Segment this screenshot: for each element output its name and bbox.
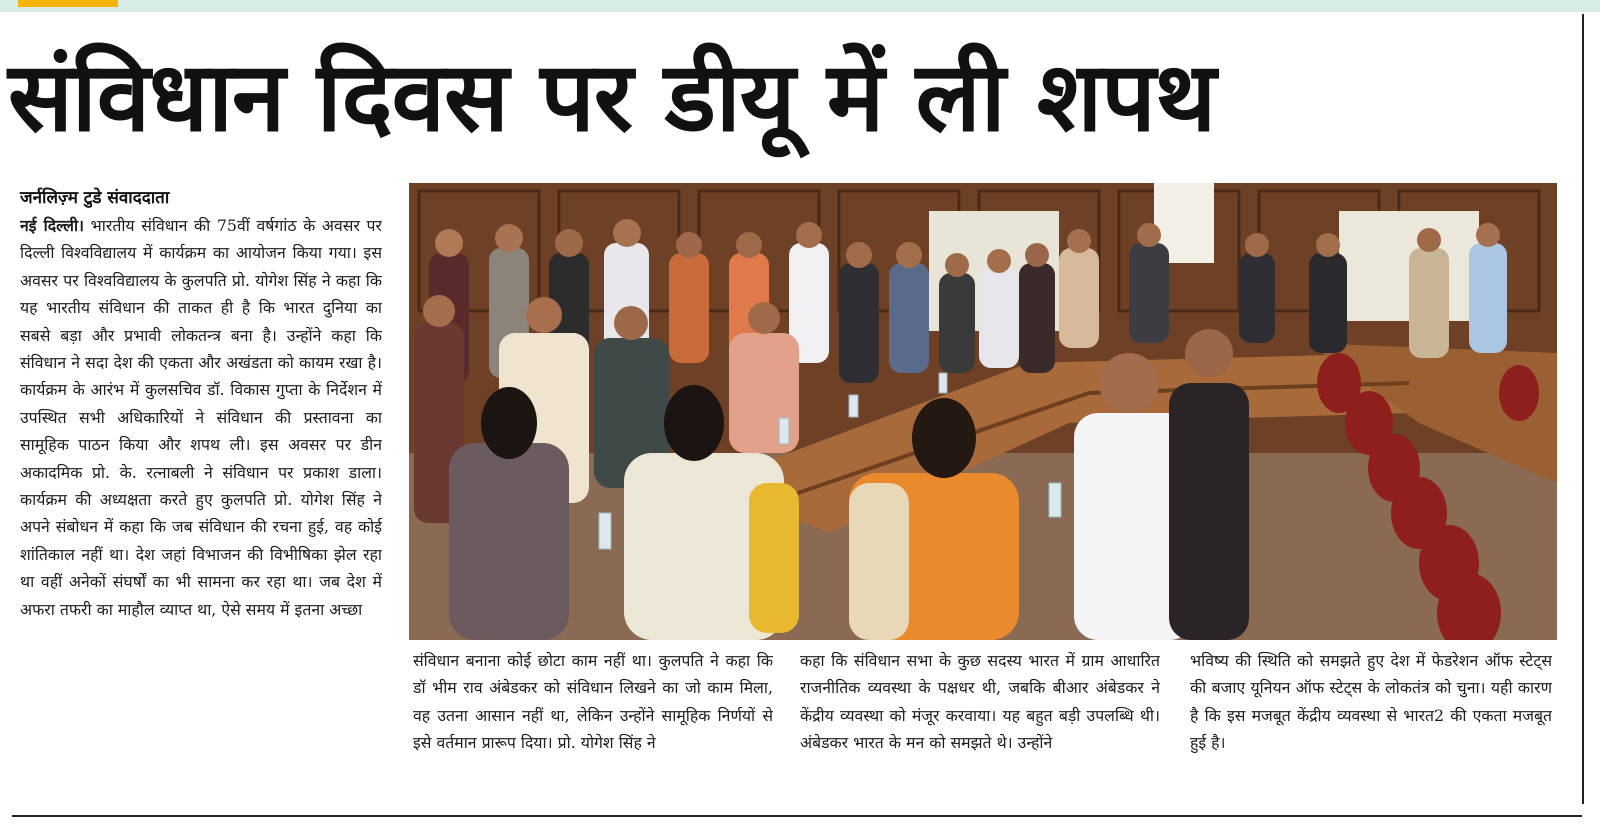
byline: जर्नलिज़्म टुडे संवाददाता (20, 188, 170, 208)
article-column-1-text: भारतीय संविधान की 75वीं वर्षगांठ के अवसर पर दिल्ली विश्वविद्यालय में कार्यक्रम का आयोजन किया गया। इस अवसर पर विश्वविद्यालय के कुलपति प्रो. योगेश सिंह ने कहा कि यह भारतीय संविधान की ताकत ही है कि भारत दुनिया का सबसे बड़ा और प्रभावी लोकतन्त्र बना है। उन्होंने कहा कि संविधान ने सदा देश की एकता और अखंडता को कायम रखा है। कार्यक्रम के आरंभ में कुलसचिव डॉ. विकास गुप्ता के निर्देशन में उपस्थित सभी अधिकारियों ने संविधान की प्रस्तावना का सामूहिक पाठन किया और शपथ ली। इस अवसर पर डीन अकादमिक प्रो. के. रत्नाबली ने संविधान पर प्रकाश डाला। कार्यक्रम की अध्यक्षता करते हुए कुलपति प्रो. योगेश सिंह ने अपने संबोधन में कहा कि जब संविधान की रचना हुई, वह कोई शांतिकाल नहीं था। देश जहां विभाजन की विभीषिका झेल रहा था वहीं अनेकों संघर्षों का भी सामना कर रहा था। जब देश में अफरा तफरी का माहौल व्याप्त था, ऐसे समय में इतना अच्छा (20, 216, 382, 619)
article-column-1 (20, 212, 382, 795)
article-column-3: कहा कि संविधान सभा के कुछ सदस्य भारत में ग्राम आधारित राजनीतिक व्यवस्था के पक्षधर थी, जबकि बीआर अंबेडकर ने केंद्रीय व्यवस्था को मंजूर करवाया। यह बहुत बड़ी उपलब्धि थी। अंबेडकर भारत के मन को समझते थे। उन्होंने (800, 651, 1160, 753)
photo-illustration (409, 183, 1557, 640)
event-photo (409, 183, 1557, 640)
headline: संविधान दिवस पर डीयू में ली शपथ (8, 41, 1216, 153)
top-accent-strip (18, 0, 118, 7)
page-bottom-rule (12, 815, 1582, 817)
top-color-band (0, 0, 1600, 12)
article-column-2: संविधान बनाना कोई छोटा काम नहीं था। कुलपति ने कहा कि डॉ भीम राव अंबेडकर को संविधान लिखने का जो काम मिला, वह उतना आसान नहीं था, लेकिन उन्होंने सामूहिक निर्णयों से इसे वर्तमान प्रारूप दिया। प्रो. योगेश सिंह ने (413, 651, 773, 753)
dateline: नई दिल्ली। (20, 216, 85, 235)
column-rule-right (1582, 14, 1584, 804)
article-column-4: भविष्य की स्थिति को समझते हुए देश में फेडरेशन ऑफ स्टेट्स की बजाए यूनियन ऑफ स्टेट्स के लोकतंत्र को चुना। यही कारण है कि इस मजबूत केंद्रीय व्यवस्था से भारत2 की एकता मजबूत हुई है। (1190, 651, 1552, 753)
